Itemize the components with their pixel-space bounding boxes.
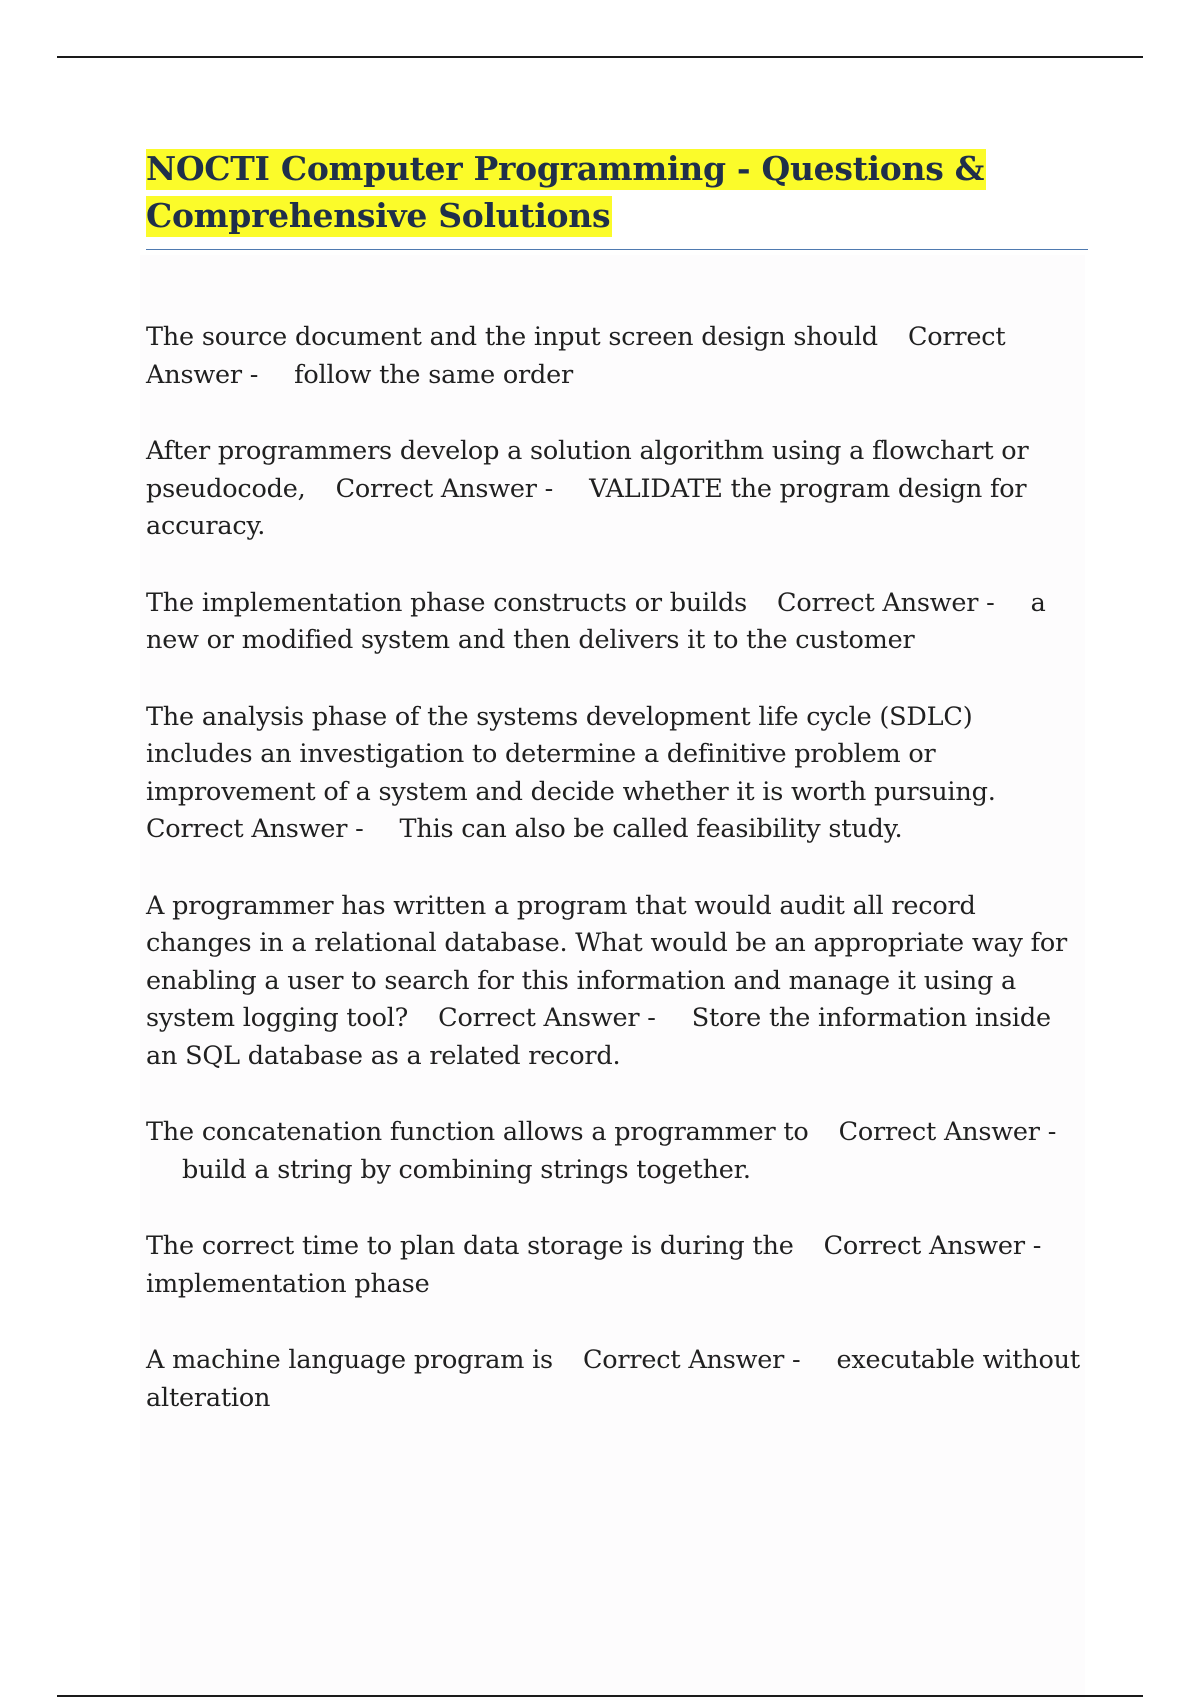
question-text: The correct time to plan data storage is during the — [146, 1231, 794, 1261]
answer-marker: Correct Answer - — [146, 322, 1006, 390]
answer-marker: Correct Answer - — [777, 587, 995, 618]
question-text: A machine language program is — [146, 1345, 553, 1375]
header-rule — [57, 56, 1143, 58]
document-title — [146, 145, 1086, 239]
qa-item — [146, 585, 1086, 660]
qa-item — [146, 699, 1086, 849]
qa-item — [146, 1342, 1086, 1417]
answer-text: VALIDATE the program design for accuracy. — [146, 473, 1027, 541]
answer-text: a new or modified system and then delivers it to the customer — [146, 587, 1046, 655]
answer-marker: Correct Answer - — [582, 1345, 801, 1375]
title-underline — [146, 249, 1088, 250]
qa-item — [146, 1228, 1086, 1303]
answer-text: This can also be called feasibility study. — [399, 814, 903, 844]
document-body — [146, 145, 1086, 1456]
qa-list — [146, 319, 1086, 1417]
answer-marker: Correct Answer - — [146, 814, 364, 844]
answer-text: Store the information inside an SQL database as a related record. — [146, 1003, 1051, 1071]
answer-marker: Correct Answer - — [823, 1231, 1042, 1261]
qa-item — [146, 433, 1086, 546]
answer-text: implementation phase — [146, 1268, 430, 1299]
title-highlight — [146, 149, 986, 237]
answer-text: build a string by combining strings together. — [182, 1154, 751, 1185]
question-text: The concatenation function allows a programmer to — [146, 1117, 809, 1147]
question-text: After programmers develop a solution algorithm using a flowchart or pseudocode, — [146, 436, 1029, 504]
title-line-1: NOCTI Computer Programming - Questions & — [146, 149, 985, 188]
question-text: The implementation phase constructs or builds — [146, 587, 748, 618]
question-text: A programmer has written a program that would audit all record changes in a relational database. What would be an appropriate way for enabling a user to search for this information and manage it using a system logging tool? — [146, 890, 1067, 1033]
question-text: The source document and the input screen design should — [146, 322, 878, 352]
question-text: The analysis phase of the systems development life cycle (SDLC) includes an investigation to determine a definitive problem or improvement of a system and decide whether it is worth pursuing. — [146, 701, 996, 807]
answer-text: executable without alteration — [146, 1345, 1080, 1413]
qa-item — [146, 888, 1086, 1076]
qa-item — [146, 1114, 1086, 1189]
answer-marker: Correct Answer - — [335, 473, 554, 504]
footer-rule — [57, 1695, 1143, 1697]
answer-marker: Correct Answer - — [838, 1117, 1057, 1147]
answer-marker: Correct Answer - — [438, 1003, 656, 1033]
title-line-2: Comprehensive Solutions — [146, 196, 611, 235]
qa-item — [146, 319, 1086, 394]
answer-text: follow the same order — [294, 359, 574, 390]
